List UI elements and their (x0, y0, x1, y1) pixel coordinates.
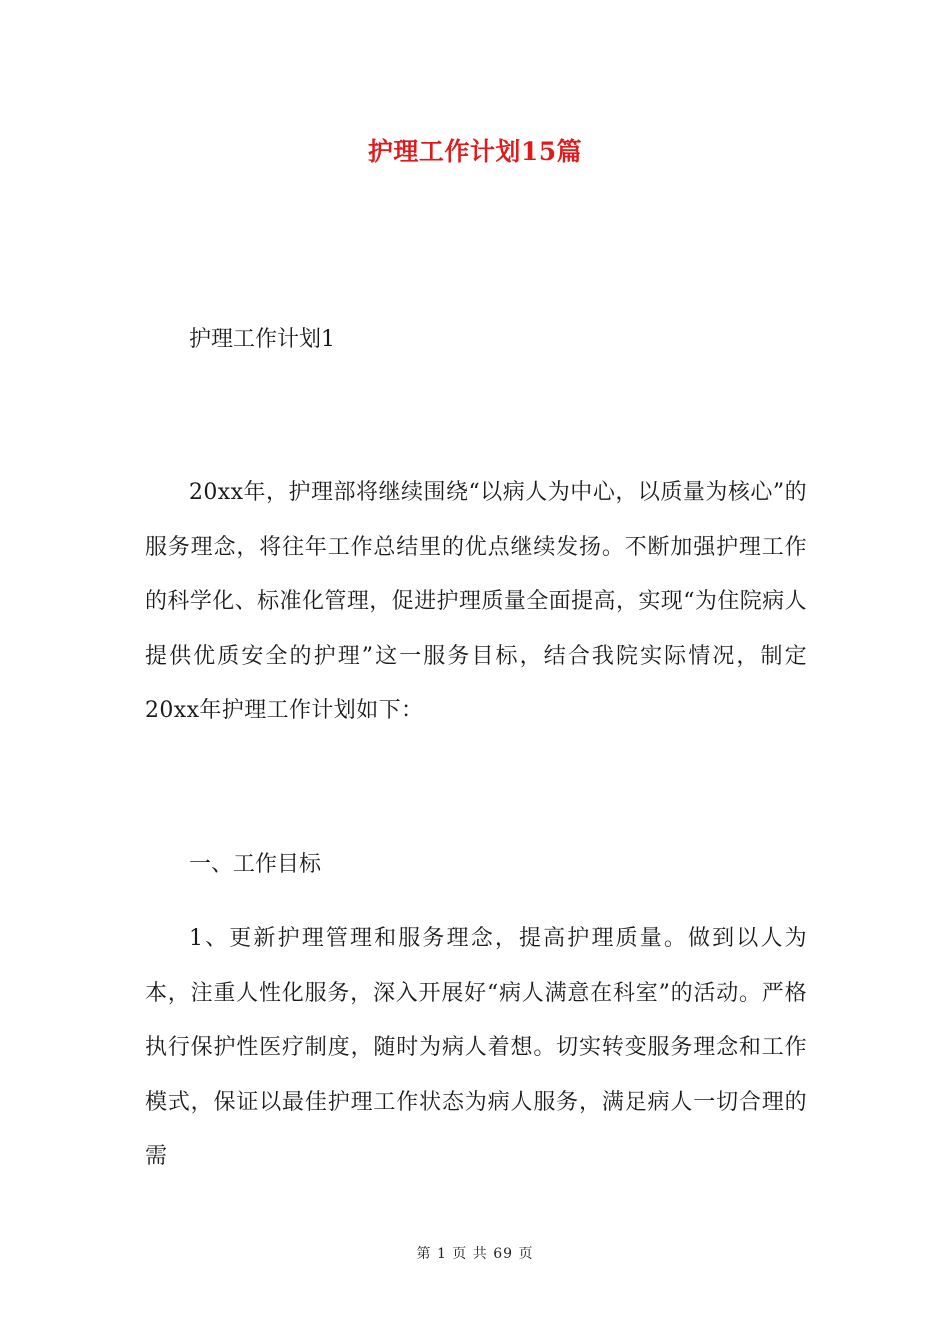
intro-paragraph: 20xx年，护理部将继续围绕“以病人为中心，以质量为核心”的服务理念，将往年工作总结里的优点继续发扬。不断加强护理工作的科学化、标准化管理，促进护理质量全面提高，实现“为住院病人提供优质安全的护理”这一服务目标，结合我院实际情况，制定20xx年护理工作计划如下： (145, 480, 807, 723)
subheading-work-goals: 一、工作目标 (189, 852, 322, 877)
section-heading: 护理工作计划1 (189, 327, 335, 352)
goal-item-1: 1、更新护理管理和服务理念，提高护理质量。做到以人为本，注重人性化服务，深入开展好“病人满意在科室”的活动。严格执行保护性医疗制度，随时为病人着想。切实转变服务理念和工作模式，保证以最佳护理工作状态为病人服务，满足病人一切合理的需 (145, 926, 807, 1169)
page-number-footer: 第 1 页 共 69 页 (416, 1246, 534, 1262)
document-title: 护理工作计划15篇 (367, 137, 583, 166)
